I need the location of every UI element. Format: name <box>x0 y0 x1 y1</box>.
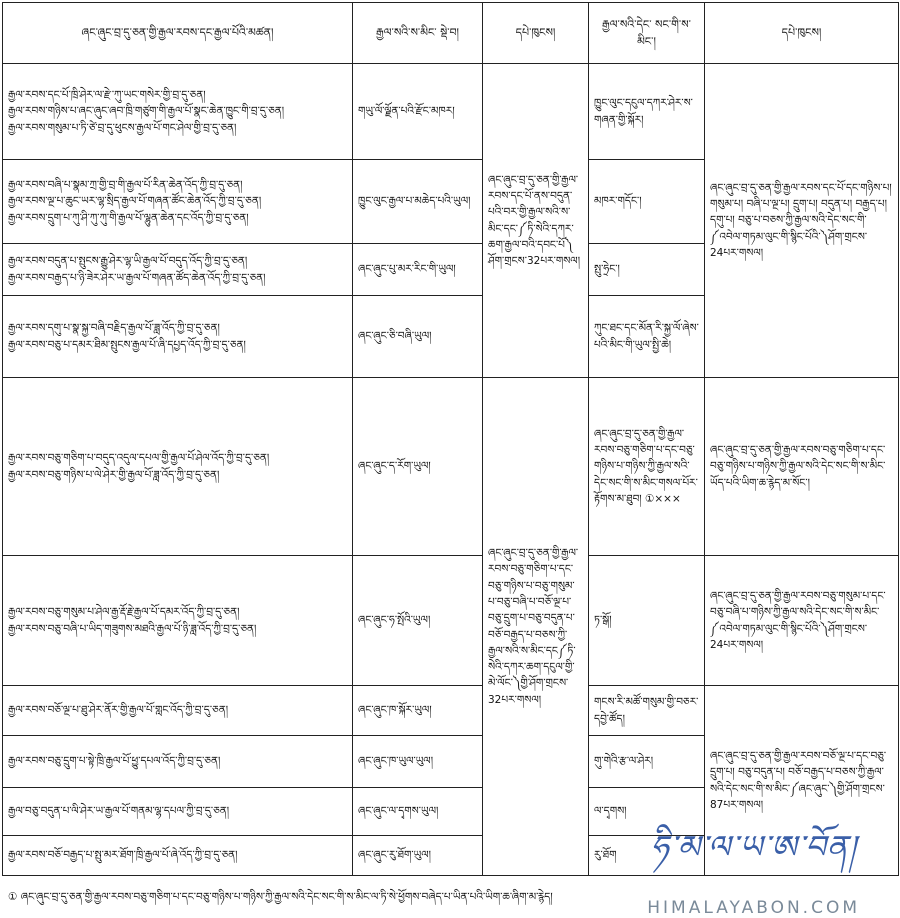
dynasty-cell <box>3 788 353 836</box>
dynasty-cell <box>3 378 353 556</box>
present-name-cell: གུ་གེའི་རྩ་ལ་ཤེར། <box>589 736 705 788</box>
king-name: རྒྱལ་རབས་བཅུ་བཞི་པ་ཡིད་གཟུགས་མཐའི་རྒྱལ་པོ་ཉི་ཟླ་འོད་ཀྱི་བྲ་དུ་ཅན། <box>8 622 257 635</box>
header-seat: རྒྱལ་སའི་ས་མིང་ སྡེ་བ། <box>353 3 483 64</box>
king-name: རྒྱལ་རབས་བཅོ་བརྒྱད་པ་སྤུ་མར་ཐོག་ཁྲི་རྒྱལ་པོ་ཞེ་འོད་ཀྱི་བྲ་དུ་ཅན། <box>8 849 238 862</box>
dynasty-cell <box>3 244 353 296</box>
header-source-1: དཔེ་ཁུངས། <box>483 3 589 64</box>
table-row <box>3 64 899 160</box>
seat-cell: ཞང་ཞུང་ཁ་ཡུལ་ཡུལ། <box>353 736 483 788</box>
seat-cell: ཞང་ཞུང་ཧ་སྤོའི་ཡུལ། <box>353 556 483 686</box>
seat-cell: ཁྱུང་ལུང་རྒྱལ་པ་མཆེད་པའི་ཡུལ། <box>353 160 483 244</box>
dynasty-cell <box>3 556 353 686</box>
present-name-cell: མཁར་གདོང་། <box>589 160 705 244</box>
source-cell: ཞང་ཞུང་བྲ་དུ་ཅན་གྱི་རྒྱལ་རབས་བཅུ་གསུམ་པ་དང་བཅུ་བཞི་པ་གཉིས་ཀྱི་རྒྱལ་སའི་དེང་སང་གི་ས་མིང་༼འབེལ་གཏམ་ལུང་གི་སྙིང་པོའི་༽ཤོག་གྲངས་24པར་གསལ། <box>705 556 899 686</box>
king-name: རྒྱལ་རབས་གཉིས་པ་ཞང་ཞུང་ཞབ་ཁྲི་གཙུག་གི་རྒྱལ་པོ་སྣང་ཆེན་ཁྱུང་གི་བྲ་དུ་ཅན། <box>8 105 285 118</box>
dynasty-cell <box>3 836 353 876</box>
header-source-2: དཔེ་ཁུངས། <box>705 3 899 64</box>
seat-cell: གཡུ་ལོ་ལྗོན་པའི་རྫོང་མཁར། <box>353 64 483 160</box>
king-name: རྒྱལ་རབས་བཞི་པ་སྣམ་ཀྲ་གྱི་བྲ་གི་རྒྱལ་པོ་རིན་ཆེན་འོད་ཀྱི་བྲ་དུ་ཅན། <box>8 179 243 192</box>
king-name: རྒྱལ་རབས་བཅུ་གཉིས་པ་ལེ་ཤེར་གྱི་རྒྱལ་པོ་ཟླ་འོད་ཀྱི་བྲ་དུ་ཅན། <box>8 468 220 481</box>
king-name: རྒྱལ་རབས་གསུམ་པ་ཏི་ཙེ་བྲ་དུ་ཕུངས་རྒྱལ་པོ་གང་ཤེལ་གྱི་བྲ་དུ་ཅན། <box>8 121 237 134</box>
seat-cell: ཞང་ཞུང་ཅི་བཞི་ཡུལ། <box>353 296 483 378</box>
table-row <box>3 686 899 736</box>
present-name-cell: ཏ་སྒོ། <box>589 556 705 686</box>
source-cell: ཞང་ཞུང་བྲ་དུ་ཅན་གྱི་རྒྱལ་རབས་དང་པོ་ནས་བདུན་པའི་བར་གྱི་རྒྱལ་སའི་ས་མིང་དང་༼ཏི་སེའི་དཀར་ཆག་རྒྱལ་བའི་དབང་པོ༽ཤོག་གྲངས་32པར་གསལ། <box>483 64 589 378</box>
king-name: རྒྱལ་རབས་བཅུ་གཅིག་པ་བདུད་འདུལ་དཔལ་གྱི་རྒྱལ་པོ་ཤེལ་འོད་ཀྱི་བྲ་དུ་ཅན། <box>8 452 270 465</box>
present-name-cell: ཞང་ཞུང་བྲ་དུ་ཅན་གྱི་རྒྱལ་རབས་བཅུ་གཅིག་པ་དང་བཅུ་གཉིས་པ་གཉིས་ཀྱི་རྒྱལ་སའི་དེང་སང་གི་ས་མིང་གསལ་པོར་རྟོགས་མ་ཐུབ། ①××× <box>589 378 705 556</box>
king-name: རྒྱལ་རབས་བཅུ་དྲུག་པ་སྟེ་ཁྲི་རྒྱལ་པོ་ཕྱུ་དཔལ་འོད་ཀྱི་བྲ་དུ་ཅན། <box>8 755 221 768</box>
king-name: རྒྱལ་རབས་དགུ་པ་སྣ་སྐྱ་བཞི་བརྗིད་རྒྱལ་པོ་ཟླ་འོད་ཀྱི་བྲ་དུ་ཅན། <box>8 322 220 335</box>
table-row <box>3 378 899 556</box>
king-name: རྒྱལ་རབས་ལྔ་པ་ཆུང་ཡར་ལྷ་སྲིད་རྒྱལ་པོ་གཞན་ཚོང་ཆེན་འོད་ཀྱི་བྲ་དུ་ཅན། <box>8 195 262 208</box>
king-name: རྒྱལ་རབས་དྲུག་པ་ཀུ་ཤི་ཀུ་ཀུ་གི་རྒྱལ་པོ་ལྷུན་ཆེན་དང་འོད་ཀྱི་བྲ་དུ་ཅན། <box>8 211 249 224</box>
seat-cell: ཞང་ཞུང་པུ་མར་རིང་གི་ཡུལ། <box>353 244 483 296</box>
watermark-script: ཧི་མ་ལ་ཡ་ཨ་བོན། <box>650 828 857 866</box>
dynasty-cell <box>3 686 353 736</box>
seat-cell: ཞང་ཞུང་ད་རོག་ཡུལ། <box>353 378 483 556</box>
king-name: རྒྱལ་རབས་བཅོ་ལྔ་པ་ཐུ་ཤེར་ནོར་གྱི་རྒྱལ་པོ་གླང་འོད་ཀྱི་བྲ་དུ་ཅན། <box>8 704 229 717</box>
watermark-url: HIMALAYABON.COM <box>647 898 860 918</box>
king-name: རྒྱལ་བཅུ་བདུན་པ་ལི་ཤེར་ཡ་རྒྱལ་པོ་གནམ་ལྷ་དཔལ་ཀྱི་བྲ་དུ་ཅན། <box>8 805 230 818</box>
present-name-cell: གངས་རི་མཚོ་གསུམ་གྱི་བཅར་དབྱེ་ཚོད། <box>589 686 705 736</box>
king-name: རྒྱལ་རབས་བཅུ་པ་དམར་ཐིམ་སྤུངས་རྒྱལ་པོ་ཞི་དཔྱད་འོད་ཀྱི་བྲ་དུ་ཅན། <box>8 338 246 351</box>
source-cell: ཞང་ཞུང་བྲ་དུ་ཅན་གྱི་རྒྱལ་རབས་དང་པོ་དང་གཉིས་པ། གསུམ་པ། བཞི་པ་ལྔ་པ། དྲུག་པ། བདུན་པ། བརྒྱད་པ། དགུ་པ། བཅུ་པ་བཅས་ཀྱི་རྒྱལ་སའི་དེང་སང་གི་༼འབེལ་གཏམ་ལུང་གི་སྙིང་པོའི་༽ཤོག་གྲངས་24པར་གསལ། <box>705 64 899 378</box>
dynasty-cell <box>3 296 353 378</box>
present-name-cell: རུ་ཐོག <box>589 836 705 876</box>
table-row <box>3 556 899 686</box>
seat-cell: ཞང་ཞུང་ཁ་སྐོར་ཡུལ། <box>353 686 483 736</box>
king-name: རྒྱལ་རབས་བདུན་པ་སྤུངས་རྒྱུ་ཤེར་ལྷ་ཡི་རྒྱལ་པོ་བདུད་འོད་ཀྱི་བྲ་དུ་ཅན། <box>8 255 248 268</box>
dynasty-cell <box>3 736 353 788</box>
king-name: རྒྱལ་རབས་བཅུ་གསུམ་པ་ཤེལ་རྒྱ་རྡོ་རྗེ་རྒྱལ་པོ་དམར་འོད་ཀྱི་བྲ་དུ་ཅན། <box>8 606 240 619</box>
kings-table <box>2 2 899 876</box>
dynasty-cell <box>3 64 353 160</box>
source-cell: ཞང་ཞུང་བྲ་དུ་ཅན་གྱི་རྒྱལ་རབས་བཅུ་གཅིག་པ་དང་བཅུ་གཉིས་པ་གཉིས་ཀྱི་རྒྱལ་སའི་དེང་སང་གི་ས་མིང་ཡོད་པའི་ཡིག་ཆ་རྙེད་མ་སོང་། <box>705 378 899 556</box>
seat-cell: ཞང་ཞུང་ལ་དྭགས་ཡུལ། <box>353 788 483 836</box>
present-name-cell: ཀུང་ཐང་དང་མོན་རི་སྐྱ་ལོ་ཞེས་པའི་མིང་གི་ཡུལ་སྤྱི་ཆེ། <box>589 296 705 378</box>
header-present-name: རྒྱལ་སའི་དེང་ སང་གི་ས་མིང་། <box>589 3 705 64</box>
present-name-cell: ལ་དྭགས། <box>589 788 705 836</box>
source-cell: ཞང་ཞུང་བྲ་དུ་ཅན་གྱི་རྒྱལ་རབས་བཅོ་ལྔ་པ་དང་བཅུ་དྲུག་པ། བཅུ་བདུན་པ། བཅོ་བརྒྱད་པ་བཅས་ཀྱི་རྒྱལ་སའི་དེང་སང་གི་ས་མིང་༼ཞང་ཞུང་༽གྱི་ཤོག་གྲངས་87པར་གསལ། <box>705 686 899 876</box>
footnote: ① ཞང་ཞུང་བྲ་དུ་ཅན་གྱི་རྒྱལ་རབས་བཅུ་གཅིག་པ་དང་བཅུ་གཉིས་པ་གཉིས་ཀྱི་རྒྱལ་སའི་དེང་སང་གི་ས་མིང་ལ་ཏི་སེ་ཕྱོགས་བཞེད་པ་ཡིན་པའི་ཡིག་ཆ་ཞིག་མ་རྙེད། <box>8 891 553 903</box>
king-name: རྒྱལ་རབས་བརྒྱད་པ་ཉི་ཟེར་ཤེར་ཡ་རྒྱལ་པོ་གཞན་ཚོད་ཆེན་འོད་ཀྱི་བྲ་དུ་ཅན། <box>8 271 266 284</box>
dynasty-cell <box>3 160 353 244</box>
site-watermark <box>647 812 860 918</box>
seat-cell: ཞང་ཞུང་རུ་ཐོག་ཡུལ། <box>353 836 483 876</box>
header-dynasty: ཞང་ཞུང་བྲ་དུ་ཅན་གྱི་རྒྱལ་རབས་དང་རྒྱལ་པོའི་མཚན། <box>3 3 353 64</box>
present-name-cell: ཁྱུང་ལུང་དངུལ་དཀར་ཤེར་ས་གཞན་གྱི་སྐོར། <box>589 64 705 160</box>
source-cell: ཞང་ཞུང་བྲ་དུ་ཅན་གྱི་རྒྱལ་རབས་བཅུ་གཅིག་པ་དང་བཅུ་གཉིས་པ་བཅུ་གསུམ་པ་བཅུ་བཞི་པ་བཅོ་ལྔ་པ་བཅུ་དྲུག་པ་བཅུ་བདུན་པ་བཅོ་བརྒྱད་པ་བཅས་ཀྱི་རྒྱལ་སའི་ས་མིང་དང༼ཏི་སེའི་དཀར་ཆག་དངུལ་གྱི་མེ་ལོང་༽གྱི་ཤོག་གྲངས་32པར་གསལ། <box>483 378 589 876</box>
present-name-cell: སྤུ་ཧྲེང་། <box>589 244 705 296</box>
king-name: རྒྱལ་རབས་དང་པོ་ཁྲི་ཤེར་ལ་རྫེ་ཀུ་ཡང་གསེར་གྱི་བྲ་དུ་ཅན། <box>8 89 206 102</box>
header-row <box>3 3 899 64</box>
